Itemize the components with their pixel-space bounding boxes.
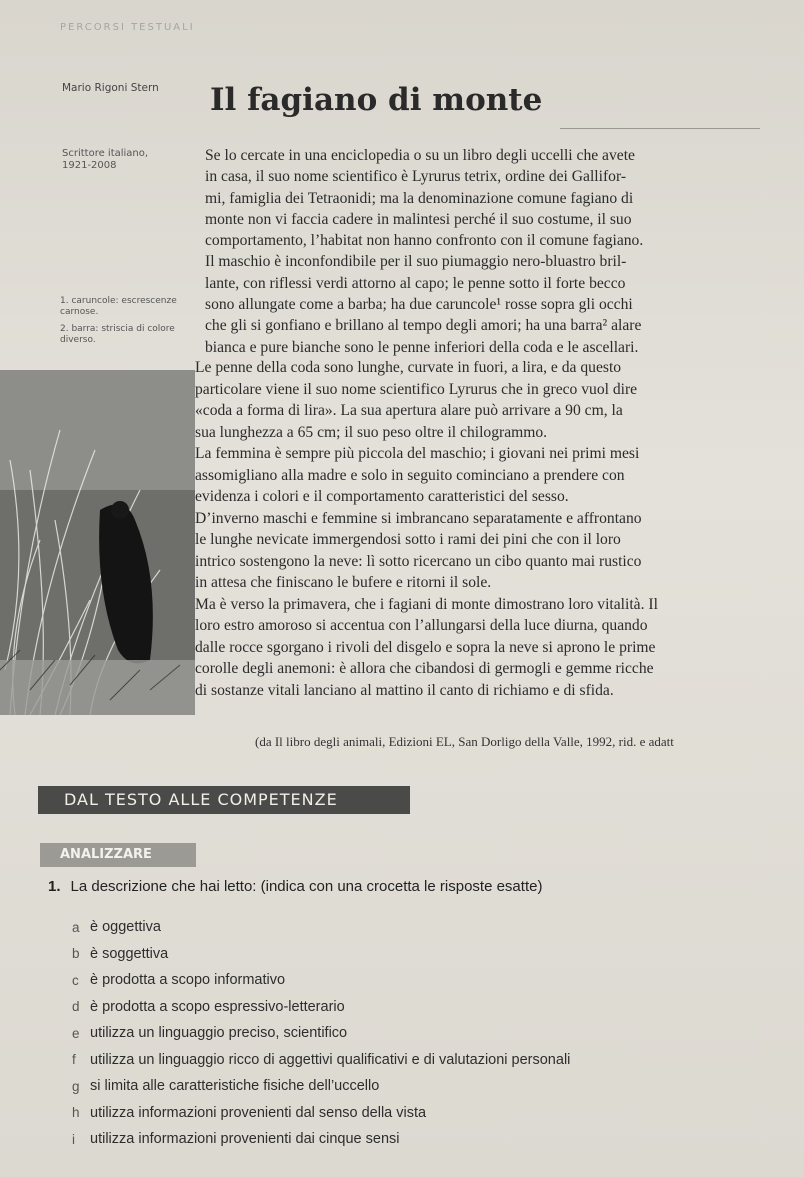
text-line: «coda a forma di lira». La sua apertura alare può arrivare a 90 cm, la [195,402,623,419]
text-line: Se lo cercate in una enciclopedia o su un libro degli uccelli che avete [205,147,635,164]
option-letter: d [72,999,80,1015]
title-divider [560,128,760,129]
text-line: dalle rocce sgorgano i rivoli del disgelo e sopra la neve si aprono le prime [195,638,656,656]
option-f[interactable] [72,1047,792,1074]
footnote-2: 2. barra: striscia di colore diverso. [60,324,175,345]
option-letter: g [72,1078,80,1094]
option-text: è oggettiva [90,919,161,936]
upper-paragraph [205,145,775,358]
footnotes [60,296,200,352]
author-name: Mario Rigoni Stern [62,82,159,94]
question-text: La descrizione che hai letto: (indica con una crocetta le risposte esatte) [70,878,543,895]
option-text: si limita alle caratteristiche fisiche dell’uccello [90,1078,380,1095]
option-h[interactable] [72,1100,792,1127]
text-line: corolle degli anemoni: è allora che cibandosi di germogli e gemme ricche [195,660,654,677]
text-line: assomigliano alla madre e solo in seguito cominciano a prendere con [195,466,625,484]
text-line: mi, famiglia dei Tetraonidi; ma la denominazione comune fagiano di [205,189,634,207]
text-line: particolare viene il suo nome scientifico Lyrurus che in greco vuol dire [195,380,638,398]
text-line: in attesa che finiscano le bufere e ritorni il sole. [195,574,492,591]
running-header: PERCORSI TESTUALI [60,22,195,33]
text-line: lante, con riflessi verdi attorno al capo; le penne sotto il forte becco [205,274,626,292]
option-i[interactable] [72,1126,792,1153]
author-meta [62,148,182,172]
option-g[interactable] [72,1073,792,1100]
option-letter: c [72,972,79,988]
option-text: utilizza un linguaggio preciso, scientifico [90,1025,348,1042]
text-line: evidenza i colori e il comportamento caratteristici del sesso. [195,488,569,505]
text-line: La femmina è sempre più piccola del maschio; i giovani nei primi mesi [195,445,640,462]
text-line: le lunghe nevicate immergendosi sotto i rami dei pini che con il loro [195,531,621,548]
subsection-banner: ANALIZZARE [40,843,196,867]
source-citation: (da Il libro degli animali, Edizioni EL, San Dorligo della Valle, 1992, rid. e adatt [255,734,674,749]
page-title: Il fagiano di monte [210,82,543,118]
option-d[interactable] [72,994,792,1021]
text-line: di sostanze vitali lanciano al mattino il canto di richiamo e di sfida. [195,681,614,699]
author-years: 1921-2008 [62,160,117,171]
option-letter: e [72,1025,80,1041]
option-text: utilizza un linguaggio ricco di aggettivi qualificativi e di valutazioni personali [90,1051,571,1068]
text-line: Ma è verso la primavera, che i fagiani di monte dimostrano loro vitalità. Il [195,595,658,613]
text-line: comportamento, l’habitat non hanno confronto con il comune fagiano. [205,232,644,250]
text-line: Il maschio è inconfondibile per il suo piumaggio nero-bluastro bril- [205,253,627,271]
text-line: bianca e pure bianche sono le penne inferiori della coda e le ascellari. [205,338,639,356]
option-text: utilizza informazioni provenienti dal senso della vista [90,1104,427,1121]
option-letter: h [72,1105,80,1121]
option-c[interactable] [72,967,792,994]
question-1 [48,878,542,895]
option-text: è soggettiva [90,945,169,962]
option-letter: b [72,946,80,962]
text-line: sua lunghezza a 65 cm; il suo peso oltre il chilogrammo. [195,423,548,441]
text-line: intrico sostengono la neve: lì sotto ricercano un cibo quanto mai rustico [195,552,642,570]
text-line: che gli si gonfiano e brillano al tempo degli amori; ha una barra² alare [205,317,642,335]
text-line: in casa, il suo nome scientifico è Lyrurus tetrix, ordine dei Gallifor- [205,168,627,186]
text-line: monte non vi faccia cadere in malintesi perché il suo costume, il suo [205,210,632,228]
option-letter: i [72,1131,75,1147]
lower-paragraph [195,357,780,701]
answer-options [72,914,792,1153]
text-line: D’inverno maschi e femmine si imbrancano separatamente e affrontano [195,509,642,527]
text-line: sono allungate come a barba; ha due caruncole¹ rosse sopra gli occhi [205,296,633,314]
section-banner: DAL TESTO ALLE COMPETENZE [38,786,410,814]
option-letter: a [72,919,80,935]
option-text: utilizza informazioni provenienti dai cinque sensi [90,1131,400,1148]
option-a[interactable] [72,914,792,941]
question-number: 1. [48,878,61,895]
footnote-1: 1. caruncole: escrescenze carnose. [60,296,177,317]
option-text: è prodotta a scopo informativo [90,972,286,989]
author-role: Scrittore italiano, [62,148,149,159]
grouse-photo [0,370,195,715]
text-line: loro estro amoroso si accentua con l’allungarsi della luce diurna, quando [195,617,648,634]
option-b[interactable] [72,941,792,968]
grass-illustration [0,370,195,715]
text-line: Le penne della coda sono lunghe, curvate in fuori, a lira, e da questo [195,359,622,376]
option-e[interactable] [72,1020,792,1047]
option-letter: f [72,1052,76,1068]
option-text: è prodotta a scopo espressivo-letterario [90,998,345,1015]
